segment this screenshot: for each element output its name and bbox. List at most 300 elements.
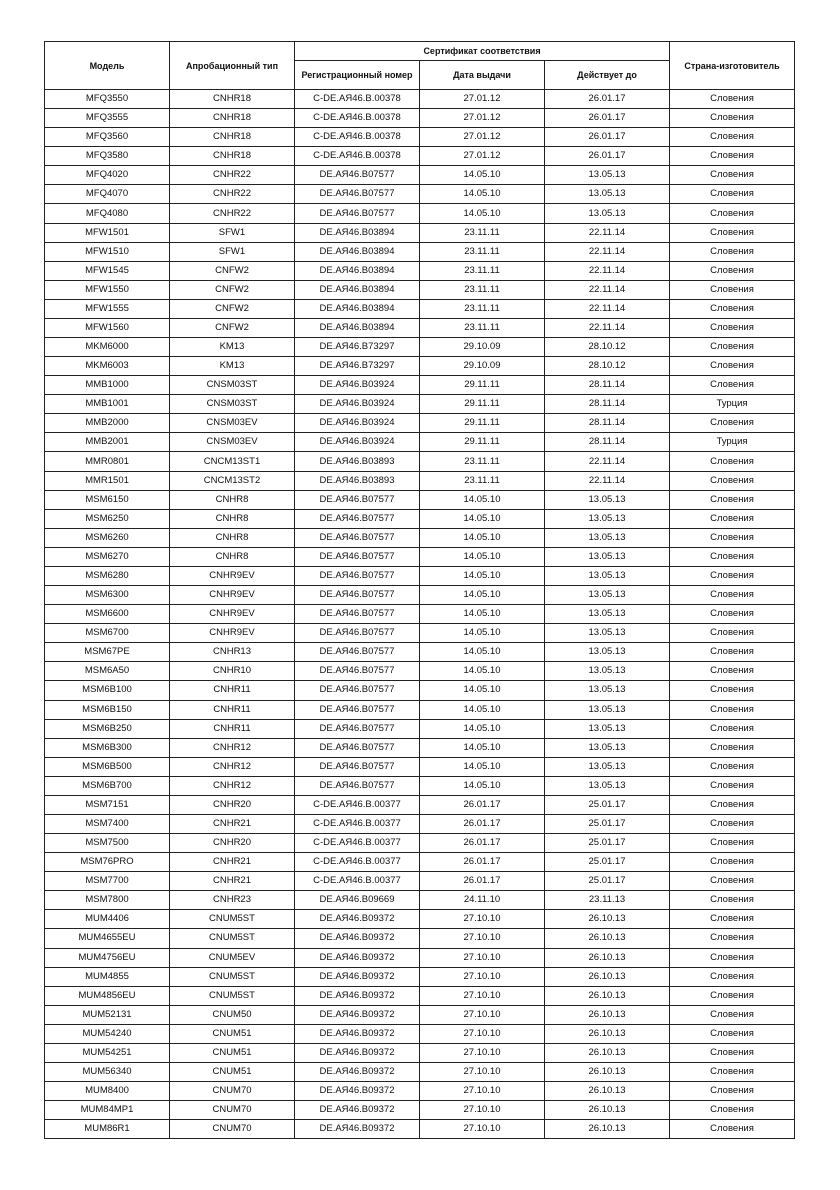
cell-model: MMB1000 [45, 376, 170, 395]
cell-valid-until: 26.10.13 [545, 948, 670, 967]
header-model: Модель [45, 42, 170, 90]
cell-issue-date: 29.11.11 [420, 433, 545, 452]
table-row [45, 204, 795, 223]
cell-issue-date: 27.10.10 [420, 967, 545, 986]
cell-valid-until: 25.01.17 [545, 795, 670, 814]
table-row [45, 166, 795, 185]
cell-country: Турция [670, 433, 795, 452]
cell-country: Словения [670, 261, 795, 280]
cell-issue-date: 14.05.10 [420, 738, 545, 757]
certificates-table [44, 41, 795, 1139]
cell-issue-date: 14.05.10 [420, 204, 545, 223]
cell-reg-number: DE.АЯ46.В07577 [295, 662, 420, 681]
cell-valid-until: 28.11.14 [545, 376, 670, 395]
cell-reg-number: DE.АЯ46.В09372 [295, 1120, 420, 1139]
cell-approval-type: CNHR21 [170, 814, 295, 833]
cell-country: Словения [670, 948, 795, 967]
cell-valid-until: 13.05.13 [545, 757, 670, 776]
table-row [45, 1062, 795, 1081]
table-row [45, 147, 795, 166]
cell-country: Словения [670, 147, 795, 166]
cell-reg-number: DE.АЯ46.В07577 [295, 757, 420, 776]
cell-model: MUM4756EU [45, 948, 170, 967]
cell-valid-until: 28.11.14 [545, 433, 670, 452]
cell-reg-number: DE.АЯ46.В07577 [295, 624, 420, 643]
cell-reg-number: DE.АЯ46.В07577 [295, 528, 420, 547]
cell-model: MSM6150 [45, 490, 170, 509]
cell-approval-type: CNHR12 [170, 776, 295, 795]
table-row [45, 1043, 795, 1062]
cell-model: MUM86R1 [45, 1120, 170, 1139]
cell-approval-type: CNUM50 [170, 1005, 295, 1024]
cell-reg-number: DE.АЯ46.В07577 [295, 185, 420, 204]
cell-issue-date: 14.05.10 [420, 719, 545, 738]
cell-country: Словения [670, 204, 795, 223]
cell-issue-date: 14.05.10 [420, 490, 545, 509]
cell-valid-until: 13.05.13 [545, 166, 670, 185]
cell-country: Словения [670, 452, 795, 471]
cell-reg-number: DE.АЯ46.В03894 [295, 242, 420, 261]
cell-valid-until: 13.05.13 [545, 700, 670, 719]
cell-country: Словения [670, 795, 795, 814]
cell-valid-until: 26.01.17 [545, 90, 670, 109]
cell-approval-type: CNUM70 [170, 1101, 295, 1120]
cell-valid-until: 26.01.17 [545, 128, 670, 147]
table-row [45, 700, 795, 719]
cell-model: MSM6B700 [45, 776, 170, 795]
cell-model: MSM6300 [45, 586, 170, 605]
cell-model: MSM6B150 [45, 700, 170, 719]
cell-issue-date: 23.11.11 [420, 280, 545, 299]
cell-country: Словения [670, 128, 795, 147]
cell-country: Словения [670, 280, 795, 299]
cell-approval-type: CNUM51 [170, 1024, 295, 1043]
table-row [45, 528, 795, 547]
table-row [45, 471, 795, 490]
cell-valid-until: 13.05.13 [545, 643, 670, 662]
cell-valid-until: 25.01.17 [545, 834, 670, 853]
cell-issue-date: 14.05.10 [420, 528, 545, 547]
cell-model: MMB2001 [45, 433, 170, 452]
cell-reg-number: C-DE.АЯ46.В.00377 [295, 853, 420, 872]
cell-approval-type: CNFW2 [170, 299, 295, 318]
cell-reg-number: DE.АЯ46.В03894 [295, 261, 420, 280]
cell-reg-number: C-DE.АЯ46.В.00377 [295, 795, 420, 814]
cell-reg-number: DE.АЯ46.В09372 [295, 1024, 420, 1043]
cell-country: Словения [670, 566, 795, 585]
cell-issue-date: 14.05.10 [420, 509, 545, 528]
cell-reg-number: C-DE.АЯ46.В.00377 [295, 872, 420, 891]
table-row [45, 681, 795, 700]
cell-model: MSM6A50 [45, 662, 170, 681]
cell-valid-until: 26.10.13 [545, 1005, 670, 1024]
cell-issue-date: 27.01.12 [420, 109, 545, 128]
cell-approval-type: KM13 [170, 357, 295, 376]
cell-country: Словения [670, 853, 795, 872]
cell-valid-until: 13.05.13 [545, 738, 670, 757]
cell-country: Словения [670, 910, 795, 929]
cell-approval-type: CNFW2 [170, 318, 295, 337]
cell-country: Словения [670, 872, 795, 891]
cell-model: MFW1545 [45, 261, 170, 280]
cell-approval-type: CNHR13 [170, 643, 295, 662]
cell-valid-until: 13.05.13 [545, 719, 670, 738]
cell-country: Словения [670, 357, 795, 376]
cell-country: Турция [670, 395, 795, 414]
cell-approval-type: CNHR20 [170, 834, 295, 853]
cell-issue-date: 29.11.11 [420, 376, 545, 395]
cell-model: MFW1550 [45, 280, 170, 299]
cell-approval-type: CNFW2 [170, 261, 295, 280]
cell-model: MSM7800 [45, 891, 170, 910]
cell-country: Словения [670, 376, 795, 395]
cell-approval-type: CNHR20 [170, 795, 295, 814]
cell-country: Словения [670, 700, 795, 719]
cell-country: Словения [670, 509, 795, 528]
cell-approval-type: CNHR11 [170, 700, 295, 719]
table-row [45, 624, 795, 643]
cell-reg-number: DE.АЯ46.В03894 [295, 318, 420, 337]
cell-valid-until: 28.10.12 [545, 338, 670, 357]
cell-approval-type: CNHR8 [170, 528, 295, 547]
cell-approval-type: CNHR11 [170, 719, 295, 738]
cell-model: MSM7400 [45, 814, 170, 833]
cell-approval-type: CNHR9EV [170, 624, 295, 643]
cell-issue-date: 27.01.12 [420, 147, 545, 166]
cell-model: MFW1560 [45, 318, 170, 337]
cell-valid-until: 28.11.14 [545, 414, 670, 433]
cell-approval-type: CNUM70 [170, 1120, 295, 1139]
table-row [45, 185, 795, 204]
cell-issue-date: 14.05.10 [420, 547, 545, 566]
cell-country: Словения [670, 834, 795, 853]
cell-reg-number: DE.АЯ46.В07577 [295, 566, 420, 585]
cell-model: MUM52131 [45, 1005, 170, 1024]
cell-valid-until: 26.10.13 [545, 1082, 670, 1101]
cell-approval-type: CNUM5EV [170, 948, 295, 967]
cell-reg-number: DE.АЯ46.В03924 [295, 395, 420, 414]
cell-issue-date: 26.01.17 [420, 853, 545, 872]
cell-reg-number: DE.АЯ46.В03894 [295, 299, 420, 318]
cell-valid-until: 22.11.14 [545, 223, 670, 242]
cell-approval-type: CNUM5ST [170, 986, 295, 1005]
cell-reg-number: DE.АЯ46.В07577 [295, 776, 420, 795]
cell-valid-until: 22.11.14 [545, 452, 670, 471]
cell-approval-type: CNHR9EV [170, 605, 295, 624]
cell-reg-number: DE.АЯ46.В03894 [295, 280, 420, 299]
cell-approval-type: CNHR12 [170, 738, 295, 757]
cell-country: Словения [670, 624, 795, 643]
table-row [45, 109, 795, 128]
cell-valid-until: 26.10.13 [545, 1043, 670, 1062]
cell-approval-type: CNSM03ST [170, 395, 295, 414]
table-row [45, 318, 795, 337]
cell-model: MMR0801 [45, 452, 170, 471]
cell-issue-date: 29.11.11 [420, 414, 545, 433]
table-row [45, 223, 795, 242]
table-row [45, 1120, 795, 1139]
cell-reg-number: DE.АЯ46.В09372 [295, 1082, 420, 1101]
cell-issue-date: 26.01.17 [420, 834, 545, 853]
table-row [45, 1082, 795, 1101]
cell-model: MKM6000 [45, 338, 170, 357]
cell-issue-date: 27.01.12 [420, 90, 545, 109]
cell-country: Словения [670, 528, 795, 547]
table-body [45, 90, 795, 1139]
cell-model: MSM6700 [45, 624, 170, 643]
cell-approval-type: CNSM03EV [170, 414, 295, 433]
cell-reg-number: DE.АЯ46.В03894 [295, 223, 420, 242]
cell-valid-until: 26.10.13 [545, 1101, 670, 1120]
cell-model: MFQ3555 [45, 109, 170, 128]
cell-reg-number: DE.АЯ46.В09669 [295, 891, 420, 910]
cell-reg-number: DE.АЯ46.В09372 [295, 1043, 420, 1062]
cell-reg-number: DE.АЯ46.В07577 [295, 700, 420, 719]
table-row [45, 242, 795, 261]
cell-issue-date: 14.05.10 [420, 624, 545, 643]
cell-issue-date: 24.11.10 [420, 891, 545, 910]
cell-model: MFQ3580 [45, 147, 170, 166]
cell-country: Словения [670, 90, 795, 109]
cell-approval-type: CNHR18 [170, 128, 295, 147]
table-row [45, 128, 795, 147]
table-row [45, 776, 795, 795]
cell-reg-number: DE.АЯ46.В09372 [295, 948, 420, 967]
cell-valid-until: 26.10.13 [545, 1120, 670, 1139]
cell-reg-number: DE.АЯ46.В07577 [295, 605, 420, 624]
cell-reg-number: DE.АЯ46.В07577 [295, 681, 420, 700]
table-row [45, 929, 795, 948]
cell-country: Словения [670, 891, 795, 910]
cell-issue-date: 23.11.11 [420, 318, 545, 337]
cell-valid-until: 13.05.13 [545, 528, 670, 547]
cell-country: Словения [670, 929, 795, 948]
table-row [45, 90, 795, 109]
cell-model: MUM4855 [45, 967, 170, 986]
cell-country: Словения [670, 223, 795, 242]
cell-issue-date: 14.05.10 [420, 681, 545, 700]
table-row [45, 1005, 795, 1024]
cell-reg-number: DE.АЯ46.В09372 [295, 1062, 420, 1081]
table-row [45, 967, 795, 986]
table-row [45, 814, 795, 833]
cell-valid-until: 26.10.13 [545, 1062, 670, 1081]
cell-valid-until: 23.11.13 [545, 891, 670, 910]
cell-model: MSM6B100 [45, 681, 170, 700]
cell-issue-date: 29.10.09 [420, 338, 545, 357]
cell-approval-type: CNHR8 [170, 547, 295, 566]
cell-issue-date: 26.01.17 [420, 872, 545, 891]
table-row [45, 872, 795, 891]
cell-reg-number: DE.АЯ46.В07577 [295, 547, 420, 566]
cell-model: MMB1001 [45, 395, 170, 414]
cell-issue-date: 27.10.10 [420, 1062, 545, 1081]
cell-reg-number: DE.АЯ46.В07577 [295, 586, 420, 605]
cell-valid-until: 13.05.13 [545, 509, 670, 528]
cell-country: Словения [670, 757, 795, 776]
cell-reg-number: C-DE.АЯ46.В.00377 [295, 834, 420, 853]
cell-valid-until: 28.10.12 [545, 357, 670, 376]
cell-reg-number: DE.АЯ46.В03893 [295, 452, 420, 471]
cell-country: Словения [670, 776, 795, 795]
cell-approval-type: CNHR18 [170, 109, 295, 128]
cell-model: MSM7700 [45, 872, 170, 891]
cell-model: MUM54251 [45, 1043, 170, 1062]
cell-valid-until: 13.05.13 [545, 185, 670, 204]
table-row [45, 433, 795, 452]
cell-approval-type: CNCM13ST1 [170, 452, 295, 471]
cell-valid-until: 26.10.13 [545, 1024, 670, 1043]
cell-issue-date: 14.05.10 [420, 566, 545, 585]
table-row [45, 986, 795, 1005]
cell-issue-date: 26.01.17 [420, 814, 545, 833]
cell-issue-date: 27.10.10 [420, 1024, 545, 1043]
cell-reg-number: DE.АЯ46.В09372 [295, 1101, 420, 1120]
cell-issue-date: 14.05.10 [420, 586, 545, 605]
cell-approval-type: CNUM51 [170, 1062, 295, 1081]
cell-country: Словения [670, 586, 795, 605]
cell-issue-date: 27.01.12 [420, 128, 545, 147]
cell-country: Словения [670, 185, 795, 204]
table-row [45, 376, 795, 395]
cell-reg-number: C-DE.АЯ46.В.00378 [295, 147, 420, 166]
cell-model: MFQ3560 [45, 128, 170, 147]
header-approval-type: Апробационный тип [170, 42, 295, 90]
cell-reg-number: C-DE.АЯ46.В.00378 [295, 109, 420, 128]
cell-issue-date: 14.05.10 [420, 643, 545, 662]
cell-country: Словения [670, 1024, 795, 1043]
table-row [45, 586, 795, 605]
cell-approval-type: CNUM5ST [170, 929, 295, 948]
cell-valid-until: 13.05.13 [545, 776, 670, 795]
cell-reg-number: DE.АЯ46.В07577 [295, 509, 420, 528]
cell-country: Словения [670, 1062, 795, 1081]
cell-model: MUM4655EU [45, 929, 170, 948]
cell-approval-type: CNUM70 [170, 1082, 295, 1101]
cell-model: MFQ3550 [45, 90, 170, 109]
cell-country: Словения [670, 967, 795, 986]
cell-valid-until: 26.10.13 [545, 986, 670, 1005]
cell-country: Словения [670, 738, 795, 757]
cell-model: MSM6B300 [45, 738, 170, 757]
cell-approval-type: KM13 [170, 338, 295, 357]
cell-reg-number: DE.АЯ46.В07577 [295, 166, 420, 185]
cell-reg-number: DE.АЯ46.В73297 [295, 357, 420, 376]
cell-country: Словения [670, 338, 795, 357]
cell-model: MUM56340 [45, 1062, 170, 1081]
table-row [45, 757, 795, 776]
cell-approval-type: CNHR8 [170, 509, 295, 528]
table-row [45, 1101, 795, 1120]
cell-country: Словения [670, 299, 795, 318]
cell-reg-number: DE.АЯ46.В09372 [295, 967, 420, 986]
cell-model: MUM54240 [45, 1024, 170, 1043]
cell-approval-type: CNHR18 [170, 90, 295, 109]
cell-valid-until: 13.05.13 [545, 490, 670, 509]
cell-model: MSM7151 [45, 795, 170, 814]
cell-reg-number: DE.АЯ46.В03924 [295, 376, 420, 395]
cell-model: MMR1501 [45, 471, 170, 490]
table-row [45, 509, 795, 528]
cell-approval-type: CNHR12 [170, 757, 295, 776]
table-row [45, 414, 795, 433]
cell-valid-until: 26.01.17 [545, 147, 670, 166]
table-row [45, 795, 795, 814]
cell-reg-number: DE.АЯ46.В09372 [295, 910, 420, 929]
cell-valid-until: 22.11.14 [545, 471, 670, 490]
cell-valid-until: 26.10.13 [545, 910, 670, 929]
cell-country: Словения [670, 471, 795, 490]
cell-model: MFQ4020 [45, 166, 170, 185]
cell-reg-number: DE.АЯ46.В03893 [295, 471, 420, 490]
cell-approval-type: CNHR10 [170, 662, 295, 681]
table-row [45, 338, 795, 357]
cell-model: MSM6270 [45, 547, 170, 566]
table-row [45, 853, 795, 872]
cell-approval-type: CNUM5ST [170, 910, 295, 929]
cell-valid-until: 13.05.13 [545, 586, 670, 605]
cell-issue-date: 29.10.09 [420, 357, 545, 376]
cell-issue-date: 14.05.10 [420, 662, 545, 681]
cell-valid-until: 25.01.17 [545, 872, 670, 891]
cell-approval-type: CNHR9EV [170, 566, 295, 585]
table-row [45, 299, 795, 318]
cell-model: MSM6600 [45, 605, 170, 624]
cell-issue-date: 27.10.10 [420, 1082, 545, 1101]
cell-model: MSM76PRO [45, 853, 170, 872]
cell-country: Словения [670, 681, 795, 700]
cell-approval-type: CNHR11 [170, 681, 295, 700]
cell-model: MSM6280 [45, 566, 170, 585]
cell-approval-type: CNUM5ST [170, 967, 295, 986]
cell-model: MSM6250 [45, 509, 170, 528]
cell-model: MFW1501 [45, 223, 170, 242]
table-row [45, 280, 795, 299]
cell-reg-number: DE.АЯ46.В07577 [295, 490, 420, 509]
cell-model: MKM6003 [45, 357, 170, 376]
header-certificate-group: Сертификат соответствия [295, 42, 670, 61]
cell-reg-number: C-DE.АЯ46.В.00377 [295, 814, 420, 833]
cell-approval-type: CNHR8 [170, 490, 295, 509]
cell-approval-type: CNHR23 [170, 891, 295, 910]
cell-model: MSM7500 [45, 834, 170, 853]
table-row [45, 605, 795, 624]
cell-country: Словения [670, 166, 795, 185]
cell-country: Словения [670, 547, 795, 566]
cell-issue-date: 27.10.10 [420, 929, 545, 948]
cell-approval-type: CNHR22 [170, 185, 295, 204]
cell-model: MSM6260 [45, 528, 170, 547]
cell-model: MUM8400 [45, 1082, 170, 1101]
cell-country: Словения [670, 318, 795, 337]
cell-issue-date: 23.11.11 [420, 261, 545, 280]
cell-country: Словения [670, 986, 795, 1005]
cell-valid-until: 26.01.17 [545, 109, 670, 128]
table-row [45, 566, 795, 585]
cell-model: MFQ4070 [45, 185, 170, 204]
cell-issue-date: 23.11.11 [420, 471, 545, 490]
cell-issue-date: 27.10.10 [420, 986, 545, 1005]
cell-approval-type: CNHR21 [170, 872, 295, 891]
cell-approval-type: CNHR22 [170, 166, 295, 185]
cell-issue-date: 29.11.11 [420, 395, 545, 414]
header-issue-date: Дата выдачи [420, 61, 545, 90]
cell-reg-number: DE.АЯ46.В09372 [295, 986, 420, 1005]
cell-approval-type: CNCM13ST2 [170, 471, 295, 490]
cell-model: MFW1510 [45, 242, 170, 261]
cell-issue-date: 26.01.17 [420, 795, 545, 814]
cell-model: MFQ4080 [45, 204, 170, 223]
